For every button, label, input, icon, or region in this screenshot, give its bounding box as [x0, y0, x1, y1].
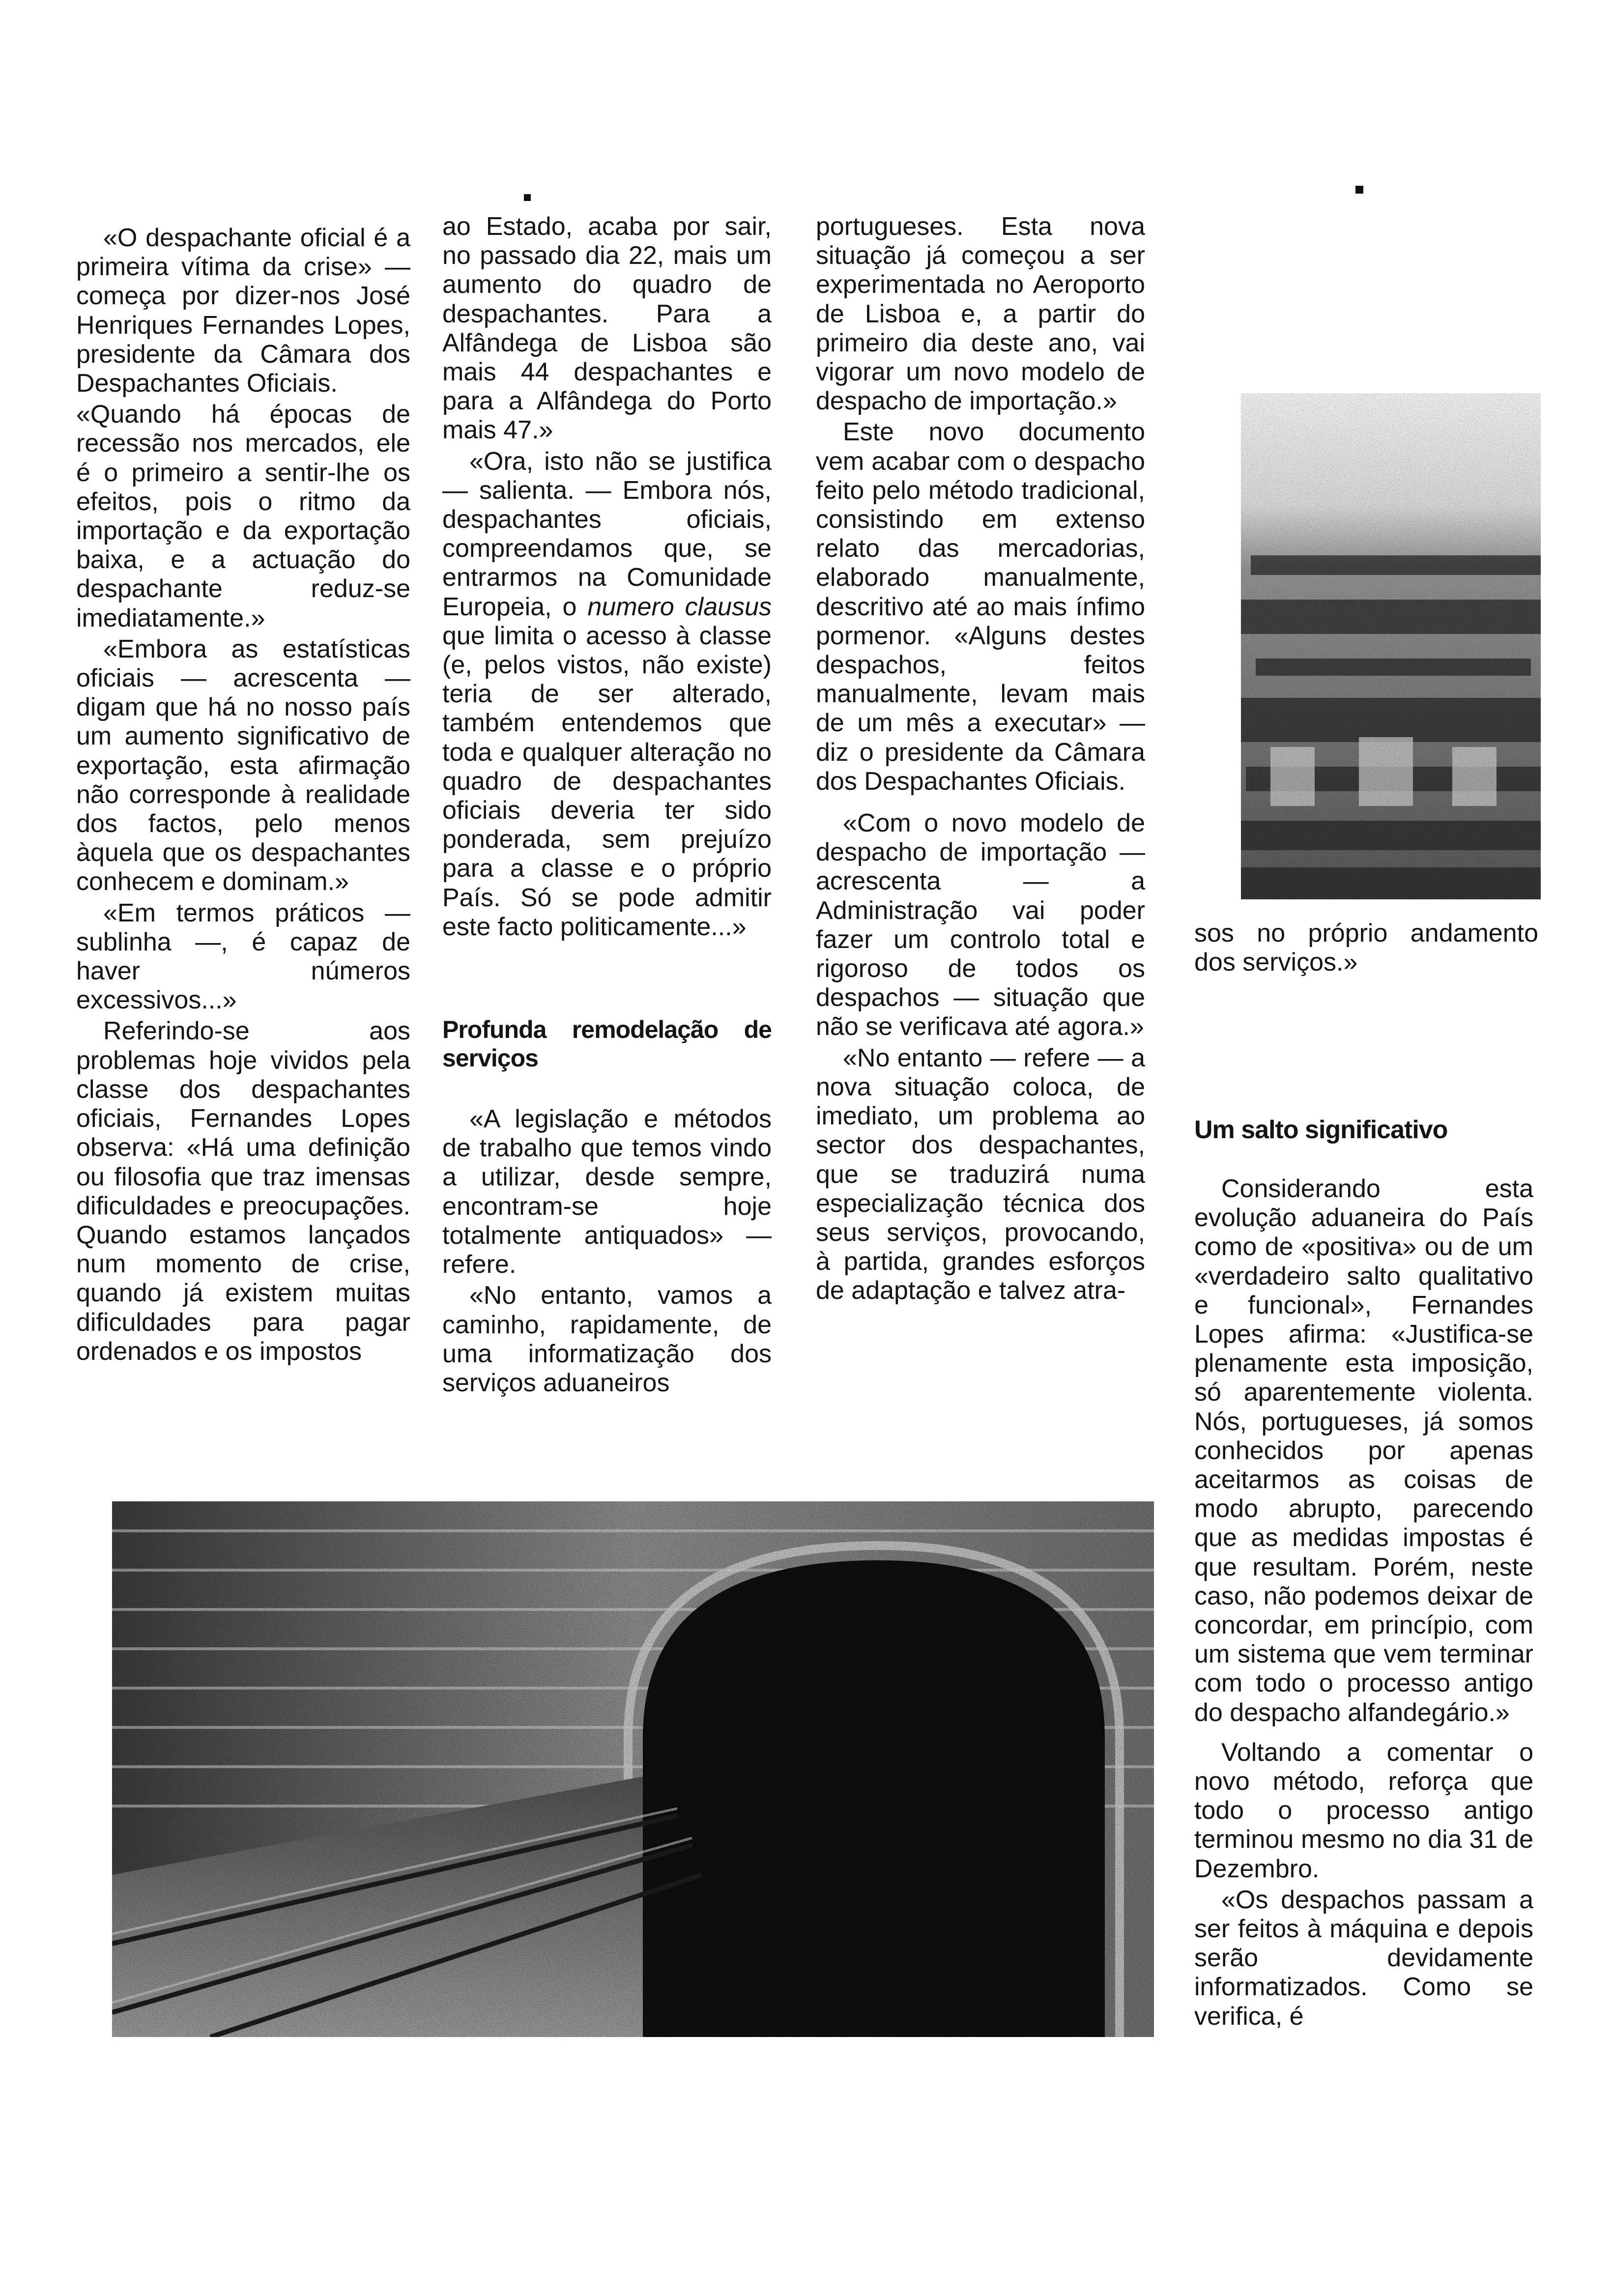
corner-marker	[1355, 186, 1363, 194]
paragraph: Voltando a comentar o novo método, reforça que todo o processo antigo terminou mesmo no dia 31 de Dezembro.	[1194, 1738, 1533, 1883]
paragraph: portugueses. Esta nova situação já começou a ser experimentada no Aeroporto de Lisboa e, a partir do primeiro dia deste ano, vai vigorar um novo modelo de despacho de importação.»	[816, 212, 1145, 416]
paragraph: «Os despachos passam a ser feitos à máquina e depois serão devidamente informatizados. Como se verifica, é	[1194, 1885, 1533, 2031]
paragraph: «No entanto, vamos a caminho, rapidamente, de uma informatização dos serviços aduaneiros	[442, 1281, 772, 1397]
paragraph: «O despachante oficial é a primeira vítima da crise» — começa por dizer-nos José Henriques Fernandes Lopes, presidente da Câmara dos Despachantes Oficiais.	[76, 224, 410, 398]
paragraph: Este novo documento vem acabar com o despacho feito pelo método tradicional, consistindo em extenso relato das mercadorias, elaborado manualmente, descritivo até ao mais ínfimo pormenor. «Alguns destes despachos, feitos manualmente, levam mais de um mês a executar» — diz o presidente da Câmara dos Despachantes Oficiais.	[816, 418, 1145, 796]
paragraph: «Embora as estatísticas oficiais — acrescenta — digam que há no nosso país um aumento significativo de exportação, esta afirmação não corresponde à realidade dos factos, pelo menos àquela que os despachantes conhecem e dominam.»	[76, 634, 410, 896]
paragraph: sos no próprio andamento dos serviços.»	[1194, 919, 1538, 977]
article-column-4-top	[1194, 919, 1538, 977]
tunnel-photo	[112, 1501, 1154, 2037]
section-heading: Um salto significativo	[1194, 1116, 1448, 1144]
paragraph: «Com o novo modelo de despacho de importação — acrescenta — a Administração vai poder fazer um controlo total e rigoroso de todos os despachos — situação que não se verificava até agora.»	[816, 809, 1145, 1041]
paragraph: Referindo-se aos problemas hoje vividos pela classe dos despachantes oficiais, Fernandes Lopes observa: «Há uma definição ou filosofia que traz imensas dificuldades e preocupações. Quando estamos lançados num momento de crise, quando já existem muitas dificuldades para pagar ordenados e os impostos	[76, 1017, 410, 1366]
paragraph: Considerando esta evolução aduaneira do País como de «positiva» ou de um «verdadeiro salto qualitativo e funcional», Fernandes Lopes afirma: «Justifica-se plenamente esta imposição, só aparentemente violenta. Nós, portugueses, já somos conhecidos por apenas aceitarmos as coisas de modo abrupto, parecendo que as medidas impostas é que resultam. Porém, neste caso, não podemos deixar de concordar, em princípio, com um sistema que vem terminar com todo o processo antigo do despacho alfandegário.»	[1194, 1175, 1533, 1727]
latin-term: numero clausus	[587, 592, 772, 621]
paragraph: «A legislação e métodos de trabalho que temos vindo a utilizar, desde sempre, encontram-se hoje totalmente antiquados» — refere.	[442, 1105, 772, 1279]
paragraph: «Ora, isto não se justifica — salienta. — Embora nós, despachantes oficiais, compreendamos que, se entrarmos na Comunidade Europeia, o numero clausus que limita o acesso à classe (e, pelos vistos, não existe) teria de ser alterado, também entendemos que toda e qualquer alteração no quadro de despachantes oficiais deveria ter sido ponderada, sem prejuízo para a classe e o próprio País. Só se pode admitir este facto politicamente...»	[442, 447, 772, 941]
tunnel-photo-image	[112, 1501, 1154, 2037]
column-marker	[524, 194, 531, 201]
paragraph: «No entanto — refere — a nova situação coloca, de imediato, um problema ao sector dos despachantes, que se traduzirá numa especialização técnica dos seus serviços, provocando, à partida, grandes esforços de adaptação e talvez atra-	[816, 1043, 1145, 1305]
article-column-4	[1194, 1116, 1533, 2031]
article-column-2	[442, 212, 772, 1398]
section-heading: Profunda remodelação de serviços	[442, 1016, 772, 1072]
article-column-3	[816, 212, 1145, 1306]
building-photo	[1241, 393, 1541, 899]
building-photo-image	[1241, 393, 1541, 899]
article-column-1	[76, 224, 410, 1366]
paragraph: ao Estado, acaba por sair, no passado dia 22, mais um aumento do quadro de despachantes. Para a Alfândega de Lisboa são mais 44 despachantes e para a Alfândega do Porto mais 47.»	[442, 212, 772, 445]
paragraph: «Quando há épocas de recessão nos mercados, ele é o primeiro a sentir-lhe os efeitos, pois o ritmo da importação e da exportação baixa, e a actuação do despachante reduz-se imediatamente.»	[76, 400, 410, 632]
paragraph: «Em termos práticos — sublinha —, é capaz de haver números excessivos...»	[76, 898, 410, 1015]
